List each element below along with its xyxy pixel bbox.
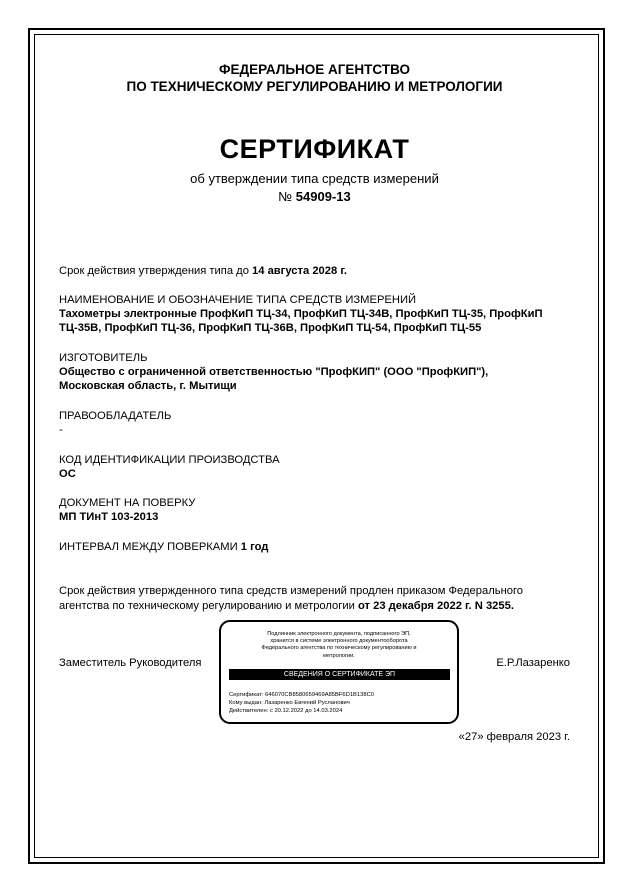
rights-holder-heading: ПРАВООБЛАДАТЕЛЬ (59, 410, 172, 422)
extension-paragraph (59, 584, 571, 614)
stamp-info (229, 691, 374, 715)
agency-line-2: ПО ТЕХНИЧЕСКОМУ РЕГУЛИРОВАНИЮ И МЕТРОЛОГИИ (126, 79, 503, 94)
name-value-line-2: ТЦ-35В, ПрофКиП ТЦ-36, ПрофКиП ТЦ-36В, ПрофКиП ТЦ-54, ПрофКиП ТЦ-55 (59, 322, 482, 334)
stamp-valid-row: Действителен: с 20.12.2022 до 14.03.2024 (229, 708, 343, 714)
extension-line-2: агентства по техническому регулированию и метрологии (59, 600, 358, 612)
validity-line: Срок действия утверждения типа до 14 августа 2028 г. (59, 265, 347, 277)
manufacturer-value-line-2: Московская область, г. Мытищи (59, 380, 237, 392)
extension-order: от 23 декабря 2022 г. N 3255. (357, 600, 514, 612)
manufacturer-heading: ИЗГОТОВИТЕЛЬ (59, 352, 148, 364)
name-value-line-1: Тахометры электронные ПрофКиП ТЦ-34, ПрофКиП ТЦ-34В, ПрофКиП ТЦ-35, ПрофКиП (59, 308, 543, 320)
interval-line: ИНТЕРВАЛ МЕЖДУ ПОВЕРКАМИ 1 год (59, 541, 269, 553)
production-code-value: ОС (59, 468, 76, 480)
certificate-subtitle: об утверждении типа средств измерений (190, 171, 439, 186)
stamp-issued-row: Кому выдан: Лазаренко Евгений Русланович (229, 700, 350, 706)
verification-doc-heading: ДОКУМЕНТ НА ПОВЕРКУ (59, 497, 196, 509)
production-code-heading: КОД ИДЕНТИФИКАЦИИ ПРОИЗВОДСТВА (59, 454, 280, 466)
rights-holder-value: - (59, 424, 63, 436)
agency-line-1: ФЕДЕРАЛЬНОЕ АГЕНТСТВО (218, 62, 411, 77)
stamp-note: Подлинник электронного документа, подписанного ЭП, хранится в системе электронного документооборота Федерального агентства по техническому регулированию и метрологии. (261, 631, 417, 659)
name-heading: НАИМЕНОВАНИЕ И ОБОЗНАЧЕНИЕ ТИПА СРЕДСТВ ИЗМЕРЕНИЙ (59, 294, 417, 306)
manufacturer-value-line-1: Общество с ограниченной ответственностью "ПрофКИП" (ООО "ПрофКИП"), (59, 366, 489, 378)
certificate-title: СЕРТИФИКАТ (219, 134, 410, 164)
stamp-cert-row: Сертификат: 646070CB8580659469A85BF6D1B138C0 (229, 692, 375, 698)
signer-position: Заместитель Руководителя (59, 657, 202, 669)
stamp-header-bar: СВЕДЕНИЯ О СЕРТИФИКАТЕ ЭП (229, 669, 450, 680)
verification-doc-value: МП ТИнТ 103-2013 (59, 511, 159, 523)
signer-name: Е.Р.Лазаренко (496, 657, 570, 669)
certificate-number: № 54909-13 (278, 189, 351, 204)
extension-line-1: Срок действия утвержденного типа средств измерений продлен приказом Федерального (59, 585, 524, 597)
e-signature-stamp (219, 620, 459, 724)
issue-date: «27» февраля 2023 г. (458, 731, 570, 743)
